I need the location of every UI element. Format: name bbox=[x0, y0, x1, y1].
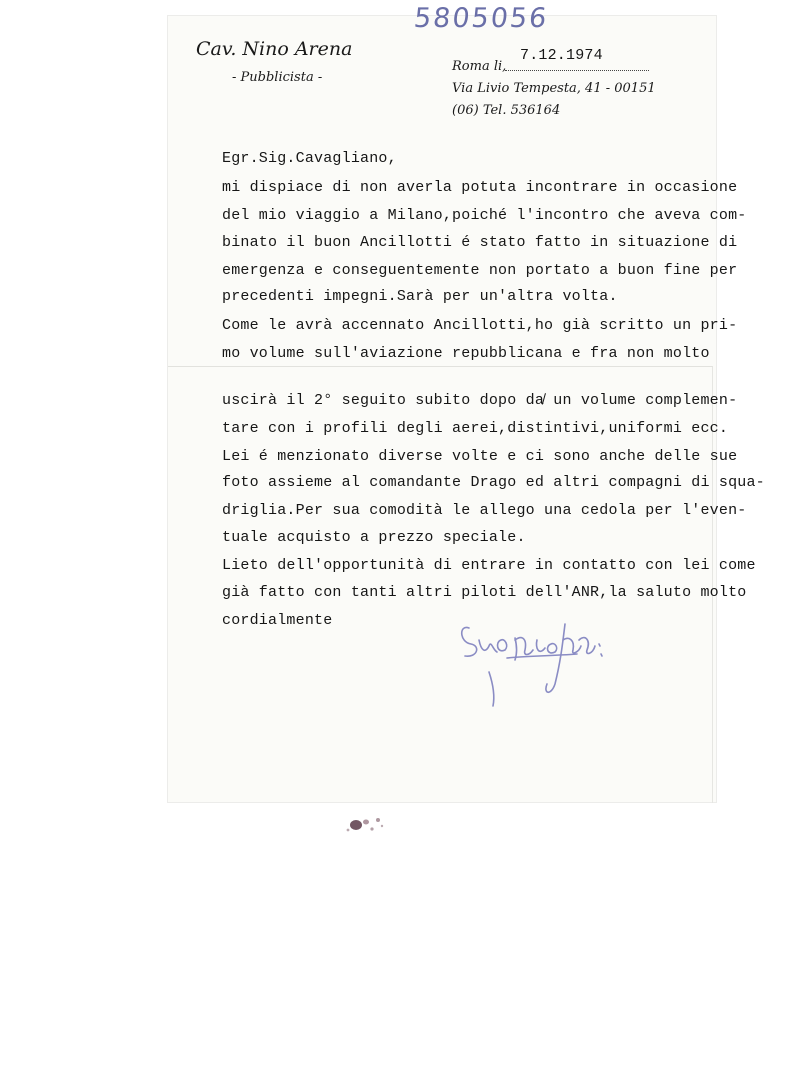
letterhead-phone: (06) Tel. 536164 bbox=[452, 103, 561, 118]
letter-date: 7.12.1974 bbox=[520, 47, 603, 64]
body-line: binato il buon Ancillotti é stato fatto in situazione di bbox=[222, 234, 738, 251]
letterhead-title: - Pubblicista - bbox=[232, 70, 323, 85]
body-line: già fatto con tanti altri piloti dell'ANR,la saluto molto bbox=[222, 584, 747, 601]
body-line: cordialmente bbox=[222, 612, 333, 629]
letterhead-address: Via Livio Tempesta, 41 - 00151 bbox=[452, 81, 656, 96]
letterhead-name: Cav. Nino Arena bbox=[196, 38, 353, 60]
body-line: mo volume sull'aviazione repubblicana e fra non molto bbox=[222, 345, 710, 362]
date-dotted-line bbox=[505, 70, 649, 71]
archive-number: 5805056 bbox=[412, 3, 550, 34]
body-line: Lei é menzionato diverse volte e ci sono anche delle sue bbox=[222, 448, 738, 465]
handwritten-signature bbox=[455, 610, 605, 710]
body-line: Lieto dell'opportunità di entrare in contatto con lei come bbox=[222, 557, 756, 574]
ink-smudge bbox=[342, 812, 388, 838]
body-line: mi dispiace di non averla potuta incontrare in occasione bbox=[222, 179, 738, 196]
body-line: emergenza e conseguentemente non portato a buon fine per bbox=[222, 262, 738, 279]
place-label: Roma li, bbox=[452, 59, 507, 74]
salutation: Egr.Sig.Cavagliano, bbox=[222, 150, 397, 167]
body-line: uscirà il 2° seguito subito dopo da̸ un volume complemen- bbox=[222, 392, 738, 409]
body-line: driglia.Per sua comodità le allego una cedola per l'even- bbox=[222, 502, 747, 519]
body-line: foto assieme al comandante Drago ed altri compagni di squa- bbox=[222, 474, 765, 491]
body-line: del mio viaggio a Milano,poiché l'incontro che aveva com- bbox=[222, 207, 747, 224]
body-line: tare con i profili degli aerei,distintivi,uniformi ecc. bbox=[222, 420, 729, 437]
body-line: tuale acquisto a prezzo speciale. bbox=[222, 529, 526, 546]
body-line: Come le avrà accennato Ancillotti,ho già scritto un pri- bbox=[222, 317, 738, 334]
body-line: precedenti impegni.Sarà per un'altra volta. bbox=[222, 288, 618, 305]
